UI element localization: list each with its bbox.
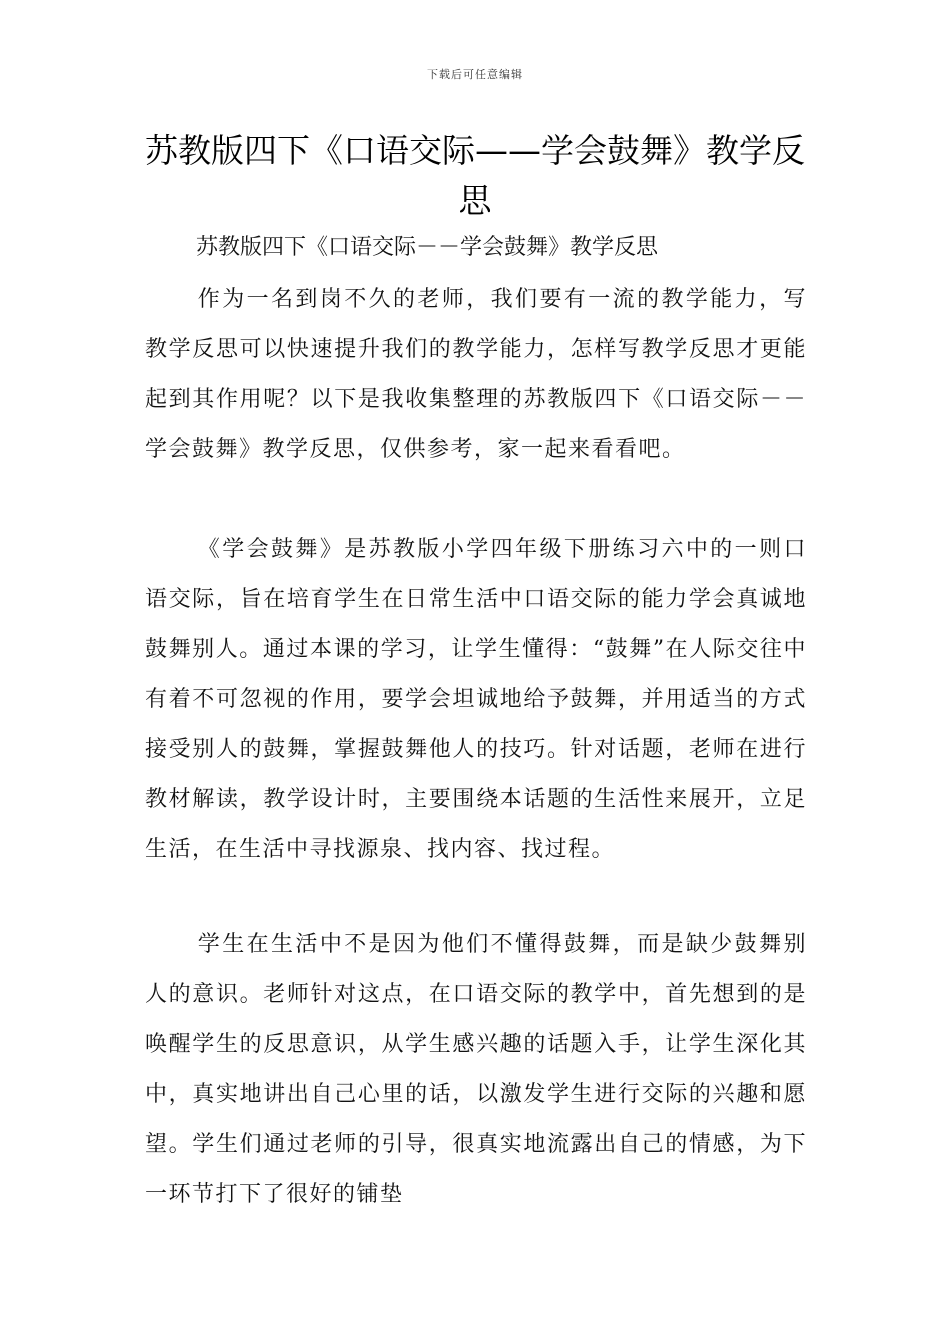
body-paragraph-3: 学生在生活中不是因为他们不懂得鼓舞，而是缺少鼓舞别人的意识。老师针对这点，在口语交际的教学中，首先想到的是唤醒学生的反思意识，从学生感兴趣的话题入手，让学生深化其中，真实地讲出自己心里的话，以激发学生进行交际的兴趣和愿望。学生们通过老师的引导，很真实地流露出自己的情感，为下一环节打下了很好的铺垫: [145, 932, 807, 1207]
header-note: 下载后可任意编辑: [427, 68, 523, 81]
document-title: 苏教版四下《口语交际——学会鼓舞》教学反思: [145, 131, 805, 220]
body-paragraph-1: 作为一名到岗不久的老师，我们要有一流的教学能力，写教学反思可以快速提升我们的教学能力，怎样写教学反思才更能起到其作用呢？以下是我收集整理的苏教版四下《口语交际－－学会鼓舞》教学反思，仅供参考，家一起来看看吧。: [145, 287, 807, 462]
body-paragraph-2: 《学会鼓舞》是苏教版小学四年级下册练习六中的一则口语交际，旨在培育学生在日常生活中口语交际的能力学会真诚地鼓舞别人。通过本课的学习，让学生懂得：“鼓舞”在人际交往中有着不可忽视的作用，要学会坦诚地给予鼓舞，并用适当的方式接受别人的鼓舞，掌握鼓舞他人的技巧。针对话题，老师在进行教材解读，教学设计时，主要围绕本话题的生活性来展开，立足生活，在生活中寻找源泉、找内容、找过程。: [145, 537, 807, 862]
document-subtitle: 苏教版四下《口语交际－－学会鼓舞》教学反思: [196, 235, 659, 260]
